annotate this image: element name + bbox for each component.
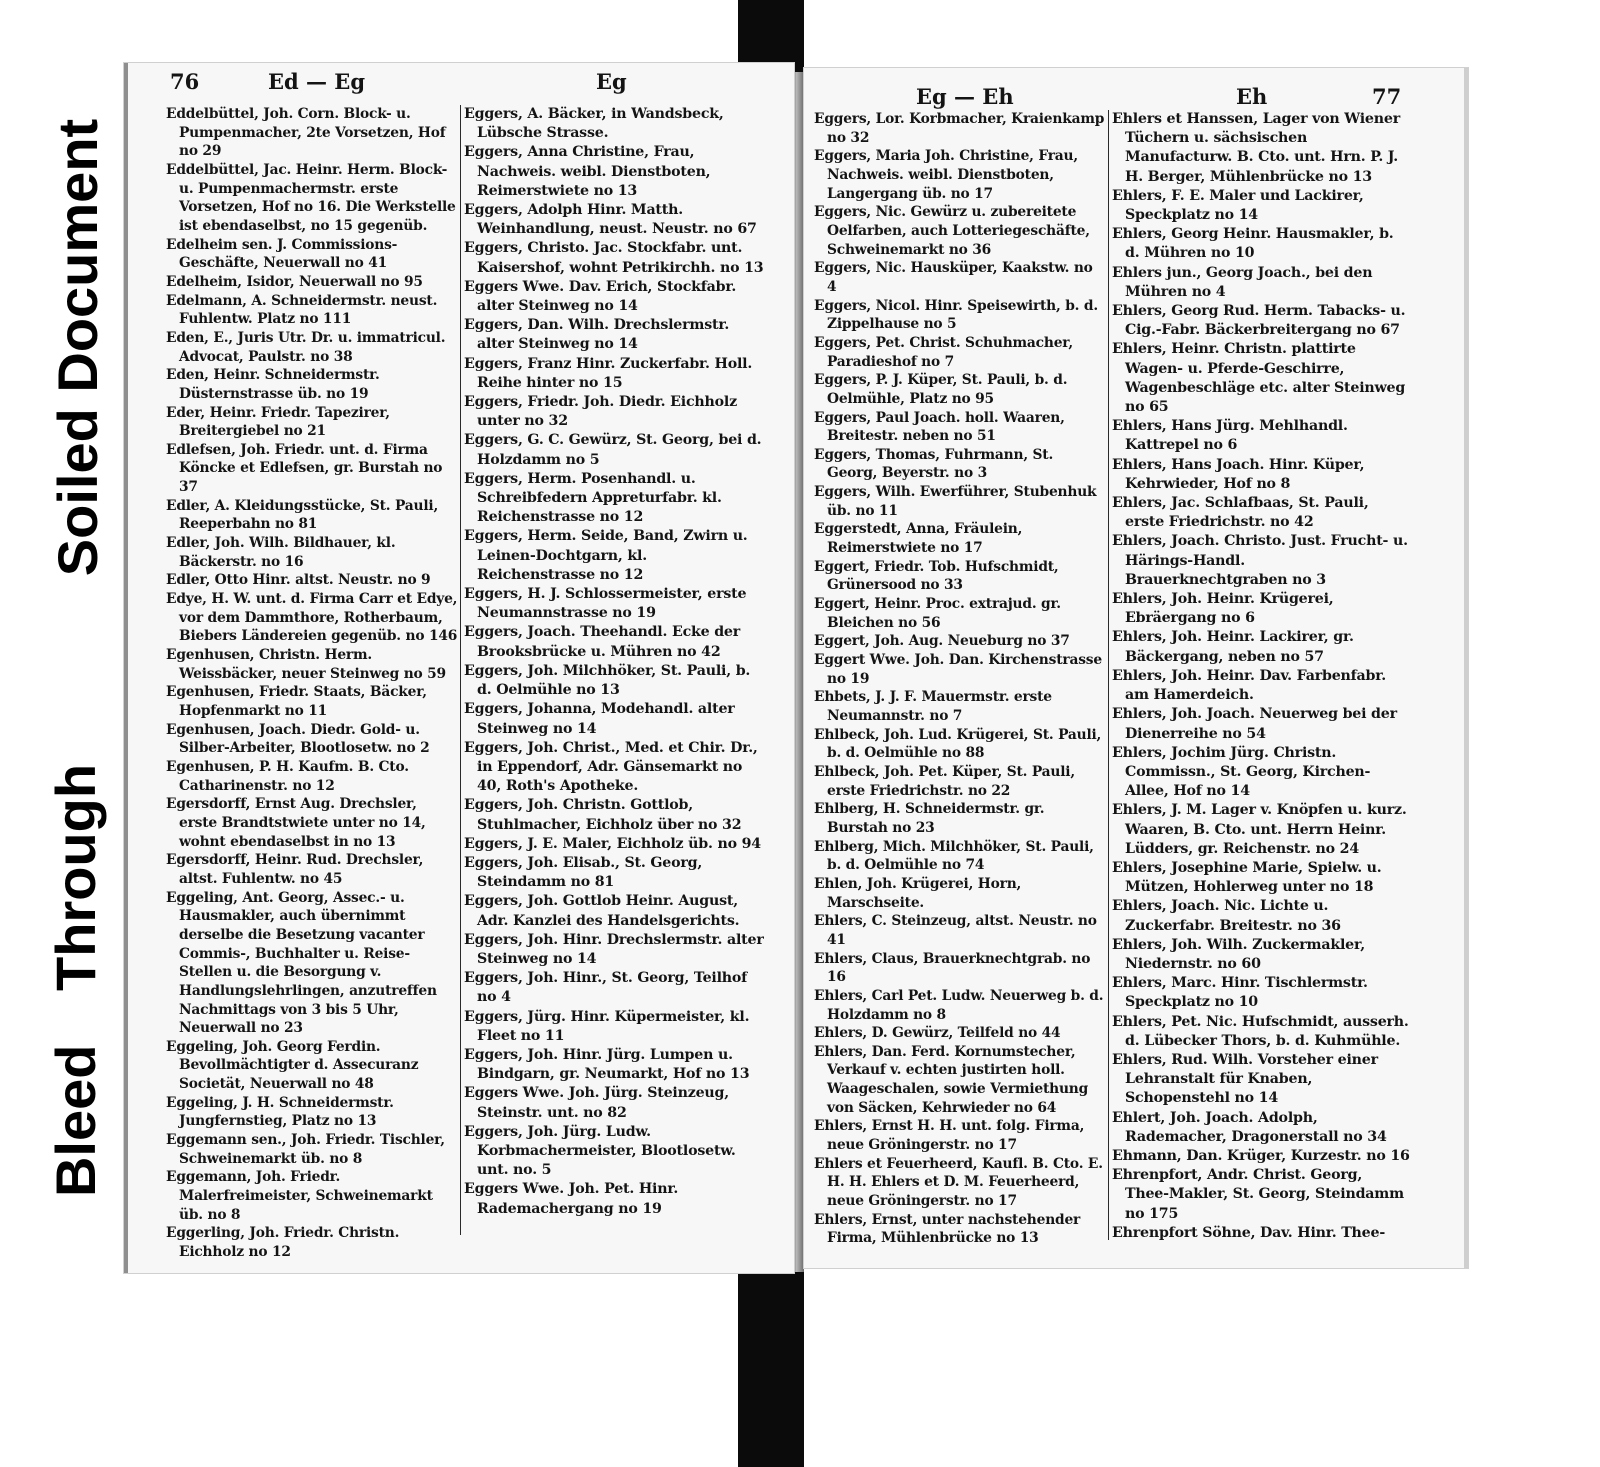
directory-entry: Ehlers, Hans Joach. Hinr. Küper, Kehrwieder, Hof no 8 (1112, 456, 1365, 492)
right-page-header (804, 74, 1464, 109)
directory-entry: Eder, Heinr. Friedr. Tapezirer, Breitergiebel no 21 (166, 404, 390, 440)
binding-strip-top (738, 0, 804, 72)
page-number: 77 (1372, 84, 1402, 109)
directory-entry: Edler, Joh. Wilh. Bildhauer, kl. Bäckerstr. no 16 (166, 535, 396, 570)
directory-entry: Eggers, Joach. Theehandl. Ecke der Brooksbrücke u. Mühren no 42 (464, 624, 741, 660)
directory-entry: Eggert, Joh. Aug. Neueburg no 37 (814, 633, 1070, 650)
soiled-document-label (28, 95, 128, 600)
directory-entry: Egenhusen, P. H. Kaufm. B. Cto. Catharinenstr. no 12 (166, 758, 409, 794)
directory-entry: Ehlers, Jac. Schlafbaas, St. Pauli, erste Friedrichstr. no 42 (1112, 495, 1369, 531)
directory-entry: Egenhusen, Friedr. Staats, Bäcker, Hopfenmarkt no 11 (166, 684, 427, 719)
directory-entry: Eggers, Christo. Jac. Stockfabr. unt. Kaisershof, wohnt Petrikirchh. no 13 (464, 240, 764, 276)
directory-entry: Ehlers, Joh. Heinr. Dav. Farbenfabr. am Hamerdeich. (1112, 667, 1386, 704)
directory-entry: Egenhusen, Joach. Diedr. Gold- u. Silber-Arbeiter, Blootlosetw. no 2 (166, 721, 430, 757)
directory-entry: Eggers, Johanna, Modehandl. alter Steinweg no 14 (464, 701, 735, 737)
directory-entry: Ehrenpfort, Andr. Christ. Georg, Thee-Makler, St. Georg, Steindamm no 175 (1112, 1167, 1404, 1222)
directory-entry: Eggers, Herm. Posenhandl. u. Schreibfedern Appreturfabr. kl. Reichenstrasse no 12 (464, 470, 722, 526)
directory-entry: Edelheim sen. J. Commissions-Geschäfte, Neuerwall no 41 (166, 236, 398, 272)
directory-entry: Ehlbeck, Joh. Lud. Krügerei, St. Pauli, b. d. Oelmühle no 88 (814, 726, 1102, 762)
directory-entry: Ehlers, Pet. Nic. Hufschmidt, ausserh. d. Lübecker Thors, b. d. Kuhmühle. (1112, 1013, 1409, 1049)
directory-entry: Ehlers, Heinr. Christn. plattirte Wagen- u. Pferde-Geschirre, Wagenbeschläge etc. alter Steinweg no 65 (1112, 341, 1406, 416)
directory-entry: Edler, A. Kleidungsstücke, St. Pauli, Reeperbahn no 81 (166, 497, 439, 533)
directory-entry: Eggert Wwe. Joh. Dan. Kirchenstrasse no 19 (814, 652, 1102, 687)
directory-entry: Eggers, Joh. Hinr., St. Georg, Teilhof no 4 (464, 970, 748, 1006)
right-page-column-2 (1112, 110, 1410, 1243)
left-page-header (128, 69, 794, 99)
directory-entry: Eggeling, Joh. Georg Ferdin. Bevollmächtigter d. Assecuranz Societät, Neuerwall no 48 (166, 1038, 419, 1093)
directory-entry: Eggers, Joh. Elisab., St. Georg, Steindamm no 81 (464, 854, 703, 891)
directory-entry: Ehlers, D. Gewürz, Teilfeld no 44 (814, 1025, 1061, 1042)
directory-entry: Egersdorff, Heinr. Rud. Drechsler, altst. Fuhlentw. no 45 (166, 852, 424, 887)
directory-entry: Edelmann, A. Schneidermstr. neust. Fuhlentw. Platz no 111 (166, 292, 438, 328)
directory-entry: Eggers, Nicol. Hinr. Speisewirth, b. d. Zippelhause no 5 (814, 297, 1098, 333)
directory-entry: Eggers, Joh. Christ., Med. et Chir. Dr., in Eppendorf, Adr. Gänsemarkt no 40, Roth's Apotheke. (464, 739, 758, 795)
directory-entry: Egersdorff, Ernst Aug. Drechsler, erste Brandtstwiete unter no 14, wohnt ebendaselbst in no 13 (166, 796, 426, 850)
directory-entry: Edye, H. W. unt. d. Firma Carr et Edye, vor dem Dammthore, Rotherbaum, Biebers Ländereien gegenüb. no 146 (166, 591, 458, 645)
directory-entry: Eggers Wwe. Joh. Pet. Hinr. Rademachergang no 19 (464, 1181, 679, 1217)
directory-entry: Ehlers, F. E. Maler und Lackirer, Speckplatz no 14 (1112, 187, 1364, 224)
directory-entry: Eggers, Franz Hinr. Zuckerfabr. Holl. Reihe hinter no 15 (464, 355, 753, 391)
right-page-column-1 (814, 110, 1106, 1248)
directory-entry: Eggers, A. Bäcker, in Wandsbeck, Lübsche Strasse. (464, 106, 724, 142)
directory-entry: Eggers, G. C. Gewürz, St. Georg, bei d. Holzdamm no 5 (464, 432, 762, 468)
directory-entry: Eggers, Paul Joach. holl. Waaren, Breitestr. neben no 51 (814, 409, 1065, 445)
directory-entry: Eggers, Herm. Seide, Band, Zwirn u. Leinen-Dochtgarn, kl. Reichenstrasse no 12 (464, 528, 748, 583)
directory-entry: Ehlers, Joh. Heinr. Krügerei, Ebräergang no 6 (1112, 591, 1334, 627)
directory-entry: Ehlbeck, Joh. Pet. Küper, St. Pauli, erste Friedrichstr. no 22 (814, 763, 1075, 799)
directory-entry: Egenhusen, Christn. Herm. Weissbäcker, neuer Steinweg no 59 (166, 647, 446, 682)
directory-entry: Eddelbüttel, Joh. Corn. Block- u. Pumpenmacher, 2te Vorsetzen, Hof no 29 (166, 106, 446, 160)
directory-entry: Eggers, Maria Joh. Christine, Frau, Nachweis. weibl. Dienstboten, Langergang üb. no 17 (814, 148, 1078, 202)
header-letters: Eg (596, 69, 627, 94)
directory-entry: Eggers, H. J. Schlossermeister, erste Neumannstrasse no 19 (464, 586, 747, 622)
directory-entry: Ehlers, J. M. Lager v. Knöpfen u. kurz. Waaren, B. Cto. unt. Herrn Heinr. Lüdders, gr. Reichenstr. no 24 (1112, 802, 1407, 857)
directory-entry: Eggers Wwe. Joh. Jürg. Steinzeug, Steinstr. unt. no 82 (464, 1085, 729, 1121)
directory-entry: Eggers, Joh. Jürg. Ludw. Korbmachermeister, Blootlosetw. unt. no. 5 (464, 1123, 736, 1179)
directory-entry: Ehlers, Ernst, unter nachstehender Firma, Mühlenbrücke no 13 (814, 1211, 1081, 1247)
header-range: Eg — Eh (916, 84, 1014, 109)
directory-entry: Ehlen, Joh. Krügerei, Horn, Marschseite. (814, 875, 1022, 911)
directory-entry: Ehrenpfort Söhne, Dav. Hinr. Thee- (1112, 1224, 1386, 1241)
directory-entry: Ehlers jun., Georg Joach., bei den Mühren no 4 (1112, 264, 1373, 300)
binding-strip-bottom (738, 1272, 804, 1467)
directory-entry: Ehlers, Dan. Ferd. Kornumstecher, Verkauf v. echten justirten holl. Waageschalen, sowie Vermiethung von Säcken, Kehrwieder no 64 (814, 1043, 1089, 1116)
directory-entry: Eggers, Joh. Gottlob Heinr. August, Adr. Kanzlei des Handelsgerichts. (464, 893, 740, 929)
directory-entry: Eggers, Anna Christine, Frau, Nachweis. weibl. Dienstboten, Reimerstwiete no 13 (464, 144, 711, 199)
directory-entry: Eggert, Heinr. Proc. extrajud. gr. Bleichen no 56 (814, 596, 1061, 631)
directory-entry: Eggers, Friedr. Joh. Diedr. Eichholz unter no 32 (464, 394, 737, 430)
directory-entry: Eggers, Joh. Hinr. Jürg. Lumpen u. Bindgarn, gr. Neumarkt, Hof no 13 (464, 1046, 750, 1083)
page-number: 76 (170, 69, 200, 94)
directory-entry: Edelheim, Isidor, Neuerwall no 95 (166, 273, 423, 290)
directory-entry: Eggers, Adolph Hinr. Matth. Weinhandlung, neust. Neustr. no 67 (464, 202, 757, 238)
directory-entry: Eggers, Pet. Christ. Schuhmacher, Paradieshof no 7 (814, 334, 1073, 370)
directory-entry: Eggers, Lor. Korbmacher, Kraienkamp no 32 (814, 111, 1105, 146)
directory-entry: Eggemann, Joh. Friedr. Malerfreimeister, Schweinemarkt üb. no 8 (166, 1169, 433, 1223)
header-range: Ed — Eg (268, 69, 366, 94)
directory-entry: Eden, Heinr. Schneidermstr. Düsternstrasse üb. no 19 (166, 367, 380, 402)
directory-entry: Eggers, Nic. Hausküper, Kaakstw. no 4 (814, 260, 1093, 295)
soiled-document-text: Soiled Document (46, 118, 110, 577)
directory-entry: Ehlers, C. Steinzeug, altst. Neustr. no 41 (814, 913, 1097, 948)
directory-entry: Eggers, Wilh. Ewerführer, Stubenhuk üb. no 11 (814, 484, 1097, 519)
directory-entry: Ehlers et Feuerheerd, Kaufl. B. Cto. E. H. H. Ehlers et D. M. Feuerheerd, neue Gröningerstr. no 17 (814, 1155, 1103, 1210)
directory-entry: Ehbets, J. J. F. Mauermstr. erste Neumannstr. no 7 (814, 689, 1052, 724)
directory-entry: Eggerling, Joh. Friedr. Christn. Eichholz no 12 (166, 1225, 400, 1261)
directory-entry: Eggers, Dan. Wilh. Drechslermstr. alter Steinweg no 14 (464, 317, 730, 353)
right-page (804, 68, 1468, 1268)
directory-entry: Eddelbüttel, Jac. Heinr. Herm. Block- u. Pumpenmachermstr. erste Vorsetzen, Hof no 16. Die Werkstelle ist ebendaselbst, no 15 gegenüb. (166, 161, 456, 234)
directory-entry: Ehlers, Joh. Joach. Neuerweg bei der Dienerreihe no 54 (1112, 706, 1397, 742)
directory-entry: Eden, E., Juris Utr. Dr. u. immatricul. Advocat, Paulstr. no 38 (166, 329, 446, 365)
directory-entry: Eggers, Joh. Milchhöker, St. Pauli, b. d. Oelmühle no 13 (464, 662, 751, 699)
column-rule (1108, 110, 1109, 1240)
directory-entry: Ehlers, Georg Heinr. Hausmakler, b. d. Mühren no 10 (1112, 226, 1394, 262)
directory-entry: Eggerstedt, Anna, Fräulein, Reimerstwiete no 17 (814, 521, 1023, 557)
directory-entry: Ehlers, Ernst H. H. unt. folg. Firma, neue Gröningerstr. no 17 (814, 1118, 1085, 1154)
directory-entry: Ehlers, Joh. Heinr. Lackirer, gr. Bäckergang, neben no 57 (1112, 629, 1354, 665)
directory-entry: Eggeling, Ant. Georg, Assec.- u. Hausmakler, auch übernimmt derselbe die Besetzung vacanter Commis-, Buchhalter u. Reise-Stellen u. die Besorgung v. Handlungslehrlingen, anzutreffen Nachmittags von 3 bis 5 Uhr, Neuerwall no 23 (166, 889, 437, 1037)
left-page-column-1 (166, 105, 458, 1262)
bleed-through-text: Bleed Through (44, 763, 108, 1197)
directory-entry: Ehlers, Georg Rud. Herm. Tabacks- u. Cig.-Fabr. Bäckerbreitergang no 67 (1112, 303, 1406, 339)
column-rule (460, 105, 461, 1235)
directory-entry: Ehlert, Joh. Joach. Adolph, Rademacher, Dragonerstall no 34 (1112, 1109, 1387, 1145)
directory-entry: Eggert, Friedr. Tob. Hufschmidt, Grünersood no 33 (814, 558, 1059, 594)
directory-entry: Ehlers, Claus, Brauerknechtgrab. no 16 (814, 950, 1091, 986)
bleed-through-label (28, 760, 124, 1200)
directory-entry: Eggers Wwe. Dav. Erich, Stockfabr. alter Steinweg no 14 (464, 278, 737, 315)
directory-entry: Ehlers, Marc. Hinr. Tischlermstr. Speckplatz no 10 (1112, 975, 1368, 1011)
directory-entry: Ehlers, Joach. Nic. Lichte u. Zuckerfabr. Breitestr. no 36 (1112, 898, 1341, 934)
directory-entry: Ehmann, Dan. Krüger, Kurzestr. no 16 (1112, 1147, 1410, 1164)
directory-entry: Ehlers, Carl Pet. Ludw. Neuerweg b. d. Holzdamm no 8 (814, 987, 1104, 1023)
directory-entry: Eggers, J. E. Maler, Eichholz üb. no 94 (464, 835, 761, 852)
directory-entry: Eggeling, J. H. Schneidermstr. Jungfernstieg, Platz no 13 (166, 1094, 394, 1130)
directory-entry: Ehlers et Hanssen, Lager von Wiener Tüchern u. sächsischen Manufacturw. B. Cto. unt. Hrn. P. J. H. Berger, Mühlenbrücke no 13 (1112, 111, 1400, 185)
directory-entry: Eggers, Jürg. Hinr. Küpermeister, kl. Fleet no 11 (464, 1008, 750, 1044)
directory-entry: Ehlers, Joh. Wilh. Zuckermakler, Niedernstr. no 60 (1112, 936, 1365, 972)
directory-entry: Ehlberg, Mich. Milchhöker, St. Pauli, b. d. Oelmühle no 74 (814, 838, 1094, 874)
directory-entry: Ehlberg, H. Schneidermstr. gr. Burstah no 23 (814, 801, 1045, 836)
directory-entry: Ehlers, Hans Jürg. Mehlhandl. Kattrepel no 6 (1112, 418, 1348, 454)
directory-entry: Eggers, Nic. Gewürz u. zubereitete Oelfarben, auch Lotteriegeschäfte, Schweinemarkt no 36 (814, 204, 1090, 258)
header-letters: Eh (1236, 84, 1268, 109)
directory-entry: Eggemann sen., Joh. Friedr. Tischler, Schweinemarkt üb. no 8 (166, 1132, 445, 1167)
directory-entry: Ehlers, Jochim Jürg. Christn. Commissn., St. Georg, Kirchen-Allee, Hof no 14 (1112, 744, 1371, 800)
directory-entry: Edlefsen, Joh. Friedr. unt. d. Firma Köncke et Edlefsen, gr. Burstah no 37 (166, 441, 443, 496)
directory-entry: Ehlers, Joach. Christo. Just. Frucht- u. Härings-Handl. Brauerknechtgraben no 3 (1112, 533, 1408, 588)
directory-entry: Eggers, Joh. Christn. Gottlob, Stuhlmacher, Eichholz über no 32 (464, 797, 742, 833)
directory-entry: Eggers, Thomas, Fuhrmann, St. Georg, Beyerstr. no 3 (814, 446, 1054, 482)
directory-entry: Ehlers, Rud. Wilh. Vorsteher einer Lehranstalt für Knaben, Schopenstehl no 14 (1112, 1051, 1378, 1107)
directory-entry: Edler, Otto Hinr. altst. Neustr. no 9 (166, 572, 431, 589)
directory-entry: Ehlers, Josephine Marie, Spielw. u. Mützen, Hohlerweg unter no 18 (1112, 859, 1382, 896)
directory-entry: Eggers, P. J. Küper, St. Pauli, b. d. Oelmühle, Platz no 95 (814, 372, 1068, 407)
left-page (124, 63, 794, 1273)
directory-entry: Eggers, Joh. Hinr. Drechslermstr. alter Steinweg no 14 (464, 931, 764, 967)
left-page-column-2 (464, 105, 764, 1219)
